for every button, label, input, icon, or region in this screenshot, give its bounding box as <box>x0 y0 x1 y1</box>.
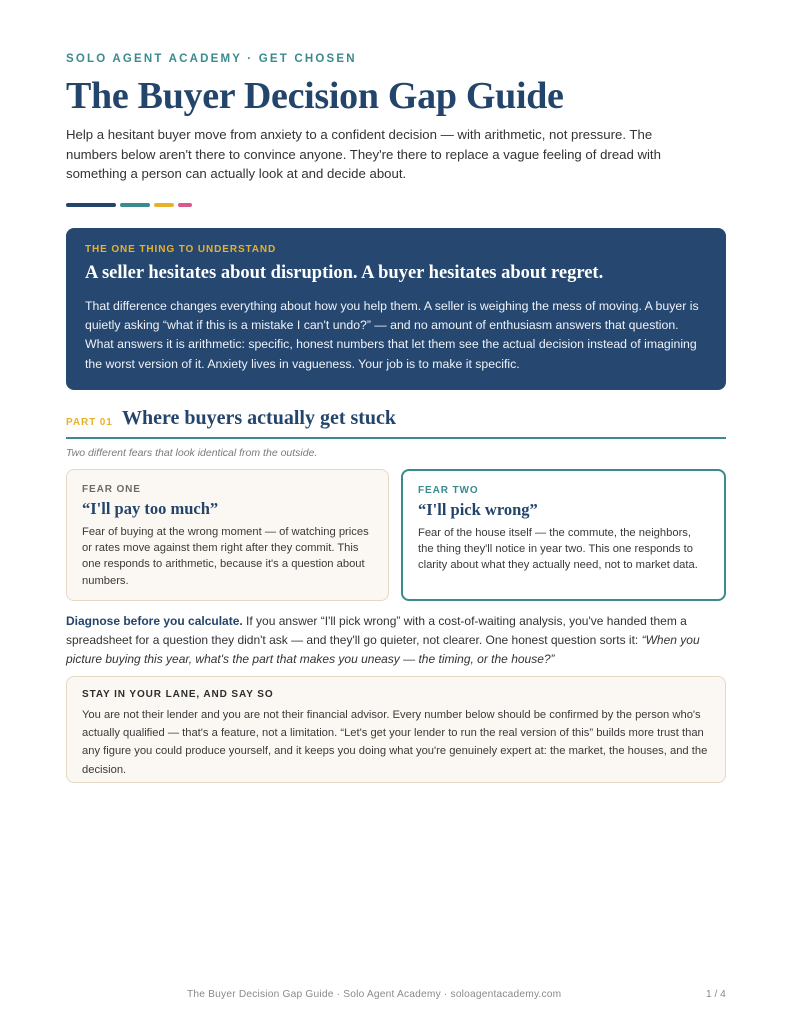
accent-bar-gold <box>154 203 174 207</box>
diagnose-lead: Diagnose before you calculate. <box>66 614 243 628</box>
callout-body: That difference changes everything about how you help them. A seller is weighing the mess of moving. A buyer is quietly asking “what if this is a mistake I can't undo?” — and no amount of enthusiasm answers that question. What answers it is arithmetic: specific, honest numbers that let them see the actual decision instead of imagining the worst version of it. Anxiety lives in vagueness. Your job is to make it specific. <box>85 299 699 371</box>
accent-bar-teal <box>120 203 150 207</box>
accent-bar-pink <box>178 203 192 207</box>
key-insight-callout <box>66 228 726 390</box>
note-body: You are not their lender and you are not their financial advisor. Every number below should be confirmed by the person who's actually qualified — that's a feature, not a limitation. “Let's get your lender to run the real version of this” builds more trust than any figure you could produce yourself, and it keeps you doing what you're genuinely expert at: the market, the houses, and the decision. <box>82 709 708 776</box>
diagnose-text: If you answer “I'll pick wrong” with a cost-of-waiting analysis, you've handed them a spreadsheet for a question they didn't ask — and they'll go quieter, not clearer. One honest question sorts it: <box>66 614 687 647</box>
page-footer: The Buyer Decision Gap Guide · Solo Agent Academy · soloagentacademy.com <box>187 989 562 1000</box>
callout-heading: A seller hesitates about disruption. A buyer hesitates about regret. <box>85 263 604 283</box>
section-title: Where buyers actually get stuck <box>122 407 397 429</box>
accent-bar-navy <box>66 203 116 207</box>
series-eyebrow: SOLO AGENT ACADEMY · GET CHOSEN <box>66 53 357 65</box>
diagnose-paragraph <box>66 612 726 669</box>
section-header-part-01 <box>66 405 726 439</box>
fear-card-two <box>401 469 726 601</box>
fear-quote: “I'll pick wrong” <box>418 500 538 519</box>
fear-label: FEAR ONE <box>82 484 141 495</box>
part-label: PART 01 <box>66 417 113 428</box>
callout-eyebrow: THE ONE THING TO UNDERSTAND <box>85 244 277 255</box>
intro-paragraph: Help a hesitant buyer move from anxiety to a confident decision — with arithmetic, not pressure. The numbers below aren't there to convince anyone. They're there to replace a vague feeling of dread with something a person can actually look at and decide about. <box>66 127 661 181</box>
fear-quote: “I'll pay too much” <box>82 499 219 518</box>
page-number: 1 / 4 <box>706 989 726 1000</box>
note-label: STAY IN YOUR LANE, AND SAY SO <box>82 689 274 700</box>
section-subtitle: Two different fears that look identical from the outside. <box>66 447 318 459</box>
fear-label: FEAR TWO <box>418 485 479 496</box>
fear-description: Fear of the house itself — the commute, the neighbors, the thing they'll notice in year two. This one responds to clarity about what they actually need, not to market data. <box>418 527 698 572</box>
diagnose-question: “When you picture buying this year, what's the part that makes you uneasy — the timing, or the house?” <box>66 633 700 666</box>
page-title: The Buyer Decision Gap Guide <box>66 75 564 117</box>
fear-card-one <box>66 469 389 601</box>
stay-in-lane-note <box>66 676 726 783</box>
fear-description: Fear of buying at the wrong moment — of watching prices or rates move against them right after they commit. This one responds to arithmetic, because it's a question about numbers. <box>82 526 369 587</box>
